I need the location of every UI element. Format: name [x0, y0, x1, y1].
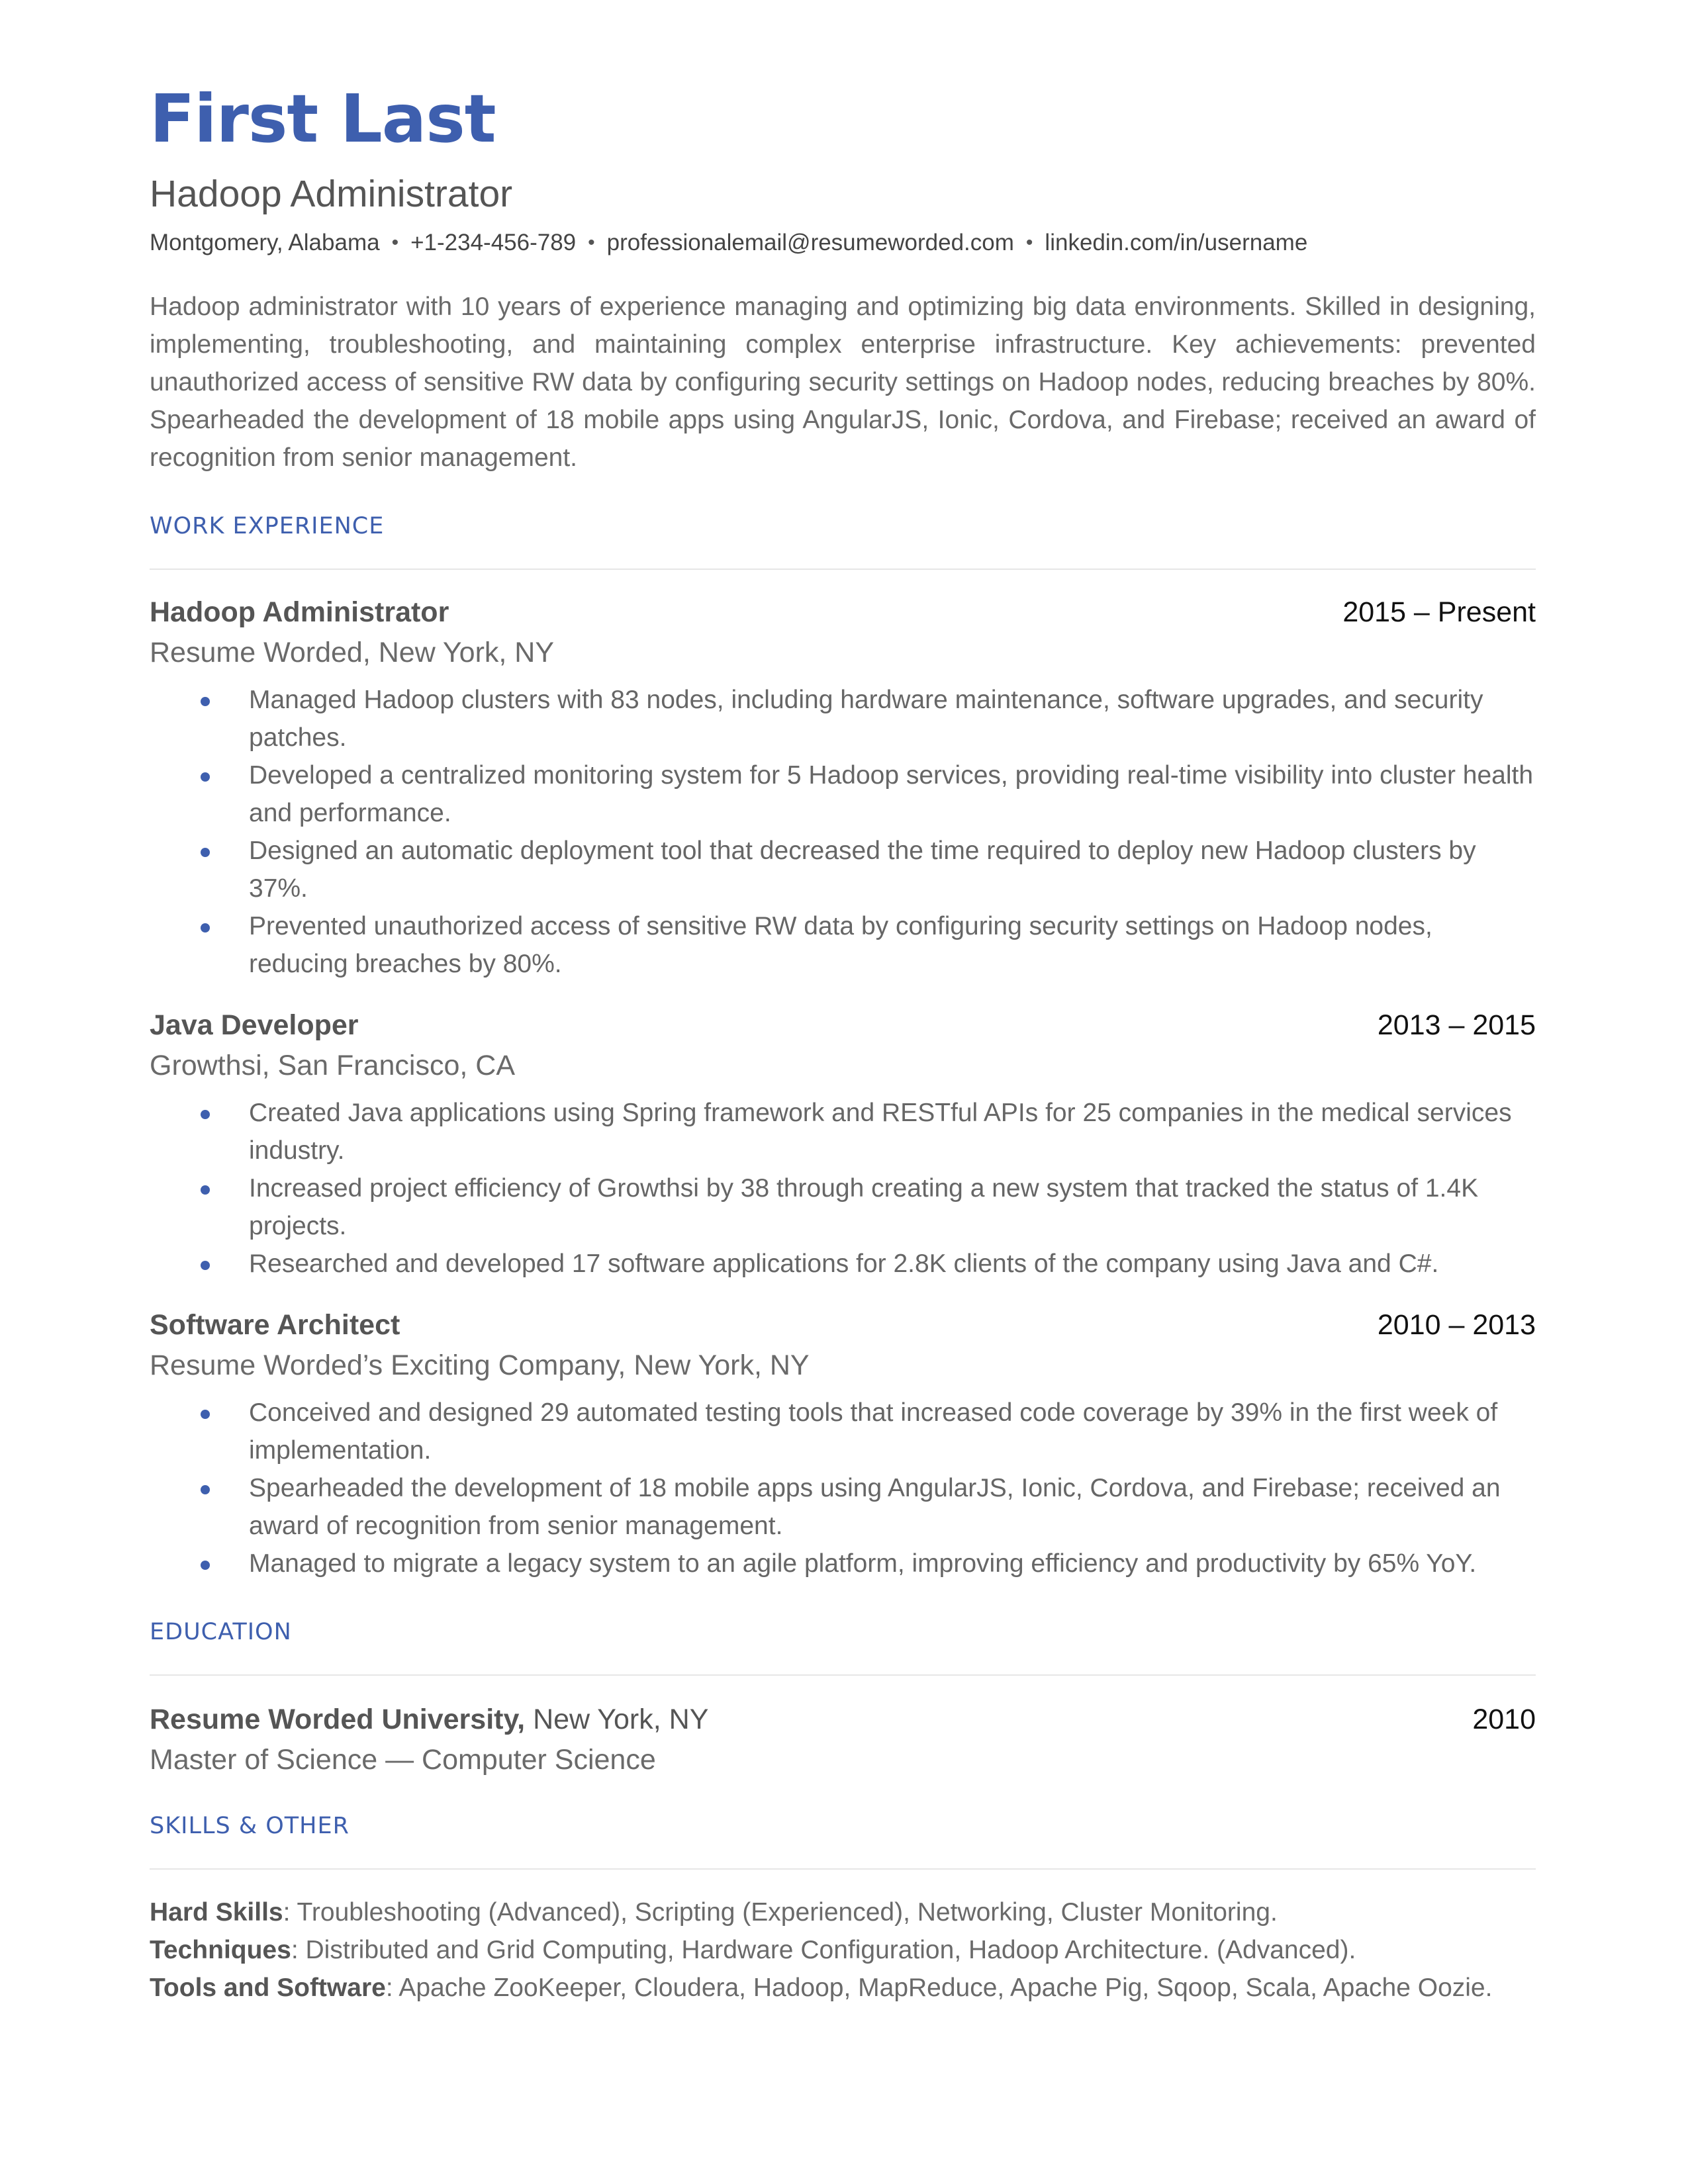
bullet-dot-icon	[201, 1410, 210, 1419]
bullet-dot-icon	[201, 1261, 210, 1270]
contact-separator: •	[391, 231, 399, 253]
education-entry	[150, 1704, 1536, 1736]
job-bullet	[150, 1169, 1536, 1245]
skill-line	[150, 1893, 1536, 1931]
education-school-line	[150, 1704, 708, 1736]
job-bullet-text: Increased project efficiency of Growthsi by 38 through creating a new system that tracked the status of 1.4K projects.	[249, 1173, 1479, 1240]
contact-linkedin[interactable]: linkedin.com/in/username	[1045, 229, 1308, 255]
contact-location: Montgomery, Alabama	[150, 229, 380, 255]
candidate-name: First Last	[150, 80, 496, 158]
section-divider	[150, 569, 1536, 570]
job-bullets	[150, 1094, 1536, 1283]
section-heading-skills: SKILLS & OTHER	[150, 1812, 350, 1839]
job-bullet-text: Developed a centralized monitoring system for 5 Hadoop services, providing real-time visibility into cluster health and performance.	[249, 760, 1534, 827]
skill-value: : Distributed and Grid Computing, Hardware Configuration, Hadoop Architecture. (Advanced).	[291, 1935, 1356, 1964]
skill-value: : Troubleshooting (Advanced), Scripting (Experienced), Networking, Cluster Monitoring.	[283, 1897, 1278, 1927]
job-bullet-text: Researched and developed 17 software applications for 2.8K clients of the company using Java and C#.	[249, 1249, 1439, 1278]
bullet-dot-icon	[201, 848, 210, 857]
bullet-dot-icon	[201, 697, 210, 706]
job-bullet-text: Created Java applications using Spring framework and RESTful APIs for 25 companies in the medical services industry.	[249, 1098, 1512, 1165]
job-bullets	[150, 1394, 1536, 1582]
job-bullet	[150, 681, 1536, 756]
job-company: Resume Worded, New York, NY	[150, 636, 555, 668]
job-bullets	[150, 681, 1536, 983]
summary-paragraph: Hadoop administrator with 10 years of experience managing and optimizing big data environments. Skilled in designing, implementing, troubleshooting, and maintaining complex enterprise infrastructure. Key achievements: prevented unauthorized access of sensitive RW data by configuring security settings on Hadoop nodes, reducing breaches by 80%. Spearheaded the development of 18 mobile apps using AngularJS, Ionic, Cordova, and Firebase; received an award of recognition from senior management.	[150, 292, 1536, 472]
job-entry	[150, 596, 1536, 983]
skills-list	[150, 1893, 1536, 2007]
job-dates: 2013 – 2015	[1377, 1009, 1536, 1041]
bullet-dot-icon	[201, 772, 210, 782]
bullet-dot-icon	[201, 923, 210, 933]
section-divider	[150, 1674, 1536, 1676]
bullet-dot-icon	[201, 1185, 210, 1195]
education-school: Resume Worded University,	[150, 1703, 526, 1735]
skill-label: Tools and Software	[150, 1973, 386, 2002]
skill-line	[150, 1931, 1536, 1969]
bullet-dot-icon	[201, 1110, 210, 1119]
job-title: Hadoop Administrator	[150, 596, 449, 628]
skill-label: Hard Skills	[150, 1897, 283, 1927]
job-header	[150, 596, 1536, 629]
work-experience-list	[150, 596, 1536, 1582]
job-company: Resume Worded’s Exciting Company, New York, NY	[150, 1349, 810, 1381]
job-header	[150, 1309, 1536, 1342]
contact-separator: •	[588, 231, 595, 253]
bullet-dot-icon	[201, 1485, 210, 1494]
job-header	[150, 1009, 1536, 1042]
job-bullet-text: Managed Hadoop clusters with 83 nodes, including hardware maintenance, software upgrades, and security patches.	[249, 685, 1483, 752]
contact-line	[150, 230, 1536, 256]
job-dates: 2015 – Present	[1342, 596, 1536, 628]
job-company: Growthsi, San Francisco, CA	[150, 1049, 516, 1081]
education-location: New York, NY	[533, 1703, 709, 1735]
job-bullet	[150, 1545, 1536, 1582]
job-bullet	[150, 1469, 1536, 1545]
job-title: Software Architect	[150, 1308, 400, 1341]
job-bullet	[150, 832, 1536, 907]
job-bullet-text: Conceived and designed 29 automated testing tools that increased code coverage by 39% in the first week of implementation.	[249, 1398, 1498, 1465]
skill-line	[150, 1969, 1536, 2007]
section-heading-education: EDUCATION	[150, 1618, 292, 1645]
education-year: 2010	[1472, 1703, 1536, 1735]
job-entry	[150, 1009, 1536, 1283]
job-bullet	[150, 756, 1536, 832]
contact-separator: •	[1025, 231, 1033, 253]
candidate-title: Hadoop Administrator	[150, 173, 513, 215]
section-divider	[150, 1868, 1536, 1870]
skill-value: : Apache ZooKeeper, Cloudera, Hadoop, MapReduce, Apache Pig, Sqoop, Scala, Apache Oozie.	[385, 1973, 1493, 2002]
job-bullet	[150, 907, 1536, 983]
contact-phone: +1-234-456-789	[410, 229, 577, 255]
job-bullet-text: Spearheaded the development of 18 mobile apps using AngularJS, Ionic, Cordova, and Firebase; received an award of recognition from senior management.	[249, 1473, 1501, 1540]
job-dates: 2010 – 2013	[1377, 1308, 1536, 1341]
section-heading-work: WORK EXPERIENCE	[150, 512, 385, 539]
job-bullet-text: Managed to migrate a legacy system to an agile platform, improving efficiency and productivity by 65% YoY.	[249, 1549, 1477, 1578]
job-bullet-text: Designed an automatic deployment tool that decreased the time required to deploy new Hadoop clusters by 37%.	[249, 836, 1476, 903]
job-bullet	[150, 1394, 1536, 1469]
job-title: Java Developer	[150, 1009, 359, 1041]
bullet-dot-icon	[201, 1561, 210, 1570]
job-entry	[150, 1309, 1536, 1582]
education-degree: Master of Science — Computer Science	[150, 1743, 656, 1776]
skill-label: Techniques	[150, 1935, 291, 1964]
contact-email[interactable]: professionalemail@resumeworded.com	[606, 229, 1014, 255]
job-bullet	[150, 1094, 1536, 1169]
job-bullet-text: Prevented unauthorized access of sensitive RW data by configuring security settings on Hadoop nodes, reducing breaches by 80%.	[249, 911, 1432, 978]
job-bullet	[150, 1245, 1536, 1283]
